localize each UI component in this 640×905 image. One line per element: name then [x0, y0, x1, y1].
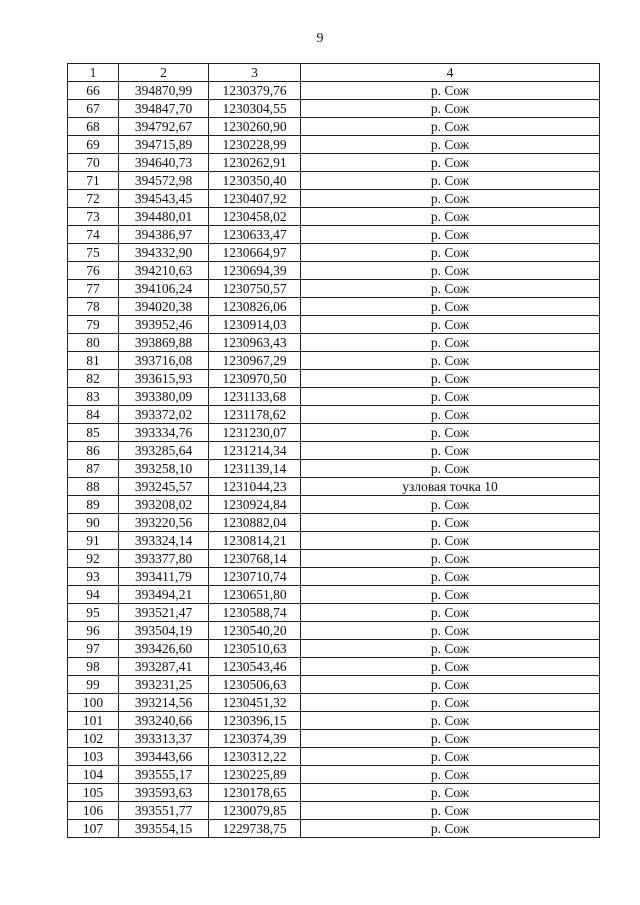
cell-description: р. Сож	[301, 604, 600, 622]
cell-y-coordinate: 1230458,02	[209, 208, 301, 226]
cell-x-coordinate: 393220,56	[119, 514, 209, 532]
cell-description: р. Сож	[301, 640, 600, 658]
table-row	[68, 496, 600, 514]
table-row	[68, 280, 600, 298]
table-row	[68, 208, 600, 226]
cell-point-number: 89	[68, 496, 119, 514]
cell-description: р. Сож	[301, 658, 600, 676]
cell-x-coordinate: 394543,45	[119, 190, 209, 208]
cell-x-coordinate: 394480,01	[119, 208, 209, 226]
cell-x-coordinate: 393521,47	[119, 604, 209, 622]
cell-y-coordinate: 1230225,89	[209, 766, 301, 784]
cell-x-coordinate: 393551,77	[119, 802, 209, 820]
cell-x-coordinate: 393324,14	[119, 532, 209, 550]
cell-y-coordinate: 1230540,20	[209, 622, 301, 640]
cell-y-coordinate: 1231139,14	[209, 460, 301, 478]
cell-y-coordinate: 1230379,76	[209, 82, 301, 100]
cell-x-coordinate: 394020,38	[119, 298, 209, 316]
cell-description: р. Сож	[301, 586, 600, 604]
cell-description: р. Сож	[301, 820, 600, 838]
table-row	[68, 478, 600, 496]
cell-y-coordinate: 1230924,84	[209, 496, 301, 514]
cell-x-coordinate: 393231,25	[119, 676, 209, 694]
cell-point-number: 104	[68, 766, 119, 784]
cell-y-coordinate: 1230882,04	[209, 514, 301, 532]
cell-x-coordinate: 393443,66	[119, 748, 209, 766]
cell-y-coordinate: 1230826,06	[209, 298, 301, 316]
cell-point-number: 106	[68, 802, 119, 820]
table-row	[68, 262, 600, 280]
table-row	[68, 568, 600, 586]
table-row	[68, 370, 600, 388]
cell-description: р. Сож	[301, 154, 600, 172]
cell-x-coordinate: 393716,08	[119, 352, 209, 370]
cell-point-number: 80	[68, 334, 119, 352]
cell-y-coordinate: 1230506,63	[209, 676, 301, 694]
table-row	[68, 622, 600, 640]
cell-point-number: 93	[68, 568, 119, 586]
cell-x-coordinate: 394210,63	[119, 262, 209, 280]
cell-description: р. Сож	[301, 226, 600, 244]
table-row	[68, 730, 600, 748]
cell-point-number: 86	[68, 442, 119, 460]
cell-description: р. Сож	[301, 406, 600, 424]
cell-x-coordinate: 393245,57	[119, 478, 209, 496]
cell-point-number: 66	[68, 82, 119, 100]
table-row	[68, 154, 600, 172]
cell-x-coordinate: 393377,80	[119, 550, 209, 568]
cell-point-number: 87	[68, 460, 119, 478]
table-row	[68, 784, 600, 802]
table-row	[68, 712, 600, 730]
table-header-row	[68, 64, 600, 82]
column-header-x-coordinate: 2	[119, 64, 209, 82]
table-row	[68, 550, 600, 568]
cell-description: р. Сож	[301, 676, 600, 694]
cell-point-number: 94	[68, 586, 119, 604]
cell-x-coordinate: 393426,60	[119, 640, 209, 658]
column-header-description: 4	[301, 64, 600, 82]
table-row	[68, 352, 600, 370]
cell-y-coordinate: 1230651,80	[209, 586, 301, 604]
cell-y-coordinate: 1230543,46	[209, 658, 301, 676]
cell-y-coordinate: 1230963,43	[209, 334, 301, 352]
table-row	[68, 316, 600, 334]
table-row	[68, 604, 600, 622]
cell-description: р. Сож	[301, 136, 600, 154]
cell-description: р. Сож	[301, 766, 600, 784]
cell-x-coordinate: 393214,56	[119, 694, 209, 712]
cell-description: р. Сож	[301, 496, 600, 514]
page-number: 9	[316, 31, 324, 46]
cell-point-number: 76	[68, 262, 119, 280]
cell-y-coordinate: 1230768,14	[209, 550, 301, 568]
cell-description: р. Сож	[301, 190, 600, 208]
cell-point-number: 69	[68, 136, 119, 154]
table-row	[68, 658, 600, 676]
table-row	[68, 388, 600, 406]
cell-description: р. Сож	[301, 694, 600, 712]
cell-point-number: 67	[68, 100, 119, 118]
cell-y-coordinate: 1230260,90	[209, 118, 301, 136]
table-row	[68, 460, 600, 478]
table-row	[68, 748, 600, 766]
table-row	[68, 424, 600, 442]
cell-description: р. Сож	[301, 730, 600, 748]
table-row	[68, 586, 600, 604]
cell-x-coordinate: 393208,02	[119, 496, 209, 514]
cell-x-coordinate: 393240,66	[119, 712, 209, 730]
cell-x-coordinate: 393504,19	[119, 622, 209, 640]
cell-y-coordinate: 1230914,03	[209, 316, 301, 334]
table-row	[68, 676, 600, 694]
cell-y-coordinate: 1231230,07	[209, 424, 301, 442]
table-row	[68, 100, 600, 118]
cell-y-coordinate: 1231178,62	[209, 406, 301, 424]
table-body	[68, 82, 600, 838]
cell-description: р. Сож	[301, 424, 600, 442]
cell-point-number: 84	[68, 406, 119, 424]
cell-point-number: 102	[68, 730, 119, 748]
cell-description: р. Сож	[301, 172, 600, 190]
cell-description: р. Сож	[301, 388, 600, 406]
cell-x-coordinate: 394106,24	[119, 280, 209, 298]
cell-description: узловая точка 10	[301, 478, 600, 496]
cell-point-number: 98	[68, 658, 119, 676]
cell-x-coordinate: 393334,76	[119, 424, 209, 442]
cell-point-number: 83	[68, 388, 119, 406]
cell-description: р. Сож	[301, 550, 600, 568]
cell-description: р. Сож	[301, 802, 600, 820]
cell-x-coordinate: 393372,02	[119, 406, 209, 424]
cell-description: р. Сож	[301, 262, 600, 280]
table-row	[68, 244, 600, 262]
table-row	[68, 226, 600, 244]
cell-description: р. Сож	[301, 298, 600, 316]
cell-x-coordinate: 393285,64	[119, 442, 209, 460]
cell-point-number: 70	[68, 154, 119, 172]
cell-description: р. Сож	[301, 244, 600, 262]
table-row	[68, 190, 600, 208]
cell-description: р. Сож	[301, 316, 600, 334]
cell-y-coordinate: 1230350,40	[209, 172, 301, 190]
cell-y-coordinate: 1230694,39	[209, 262, 301, 280]
cell-x-coordinate: 393411,79	[119, 568, 209, 586]
cell-description: р. Сож	[301, 712, 600, 730]
cell-x-coordinate: 394715,89	[119, 136, 209, 154]
cell-y-coordinate: 1230312,22	[209, 748, 301, 766]
cell-x-coordinate: 393555,17	[119, 766, 209, 784]
table-row	[68, 820, 600, 838]
cell-y-coordinate: 1230970,50	[209, 370, 301, 388]
cell-description: р. Сож	[301, 514, 600, 532]
cell-point-number: 85	[68, 424, 119, 442]
cell-x-coordinate: 394386,97	[119, 226, 209, 244]
cell-y-coordinate: 1231214,34	[209, 442, 301, 460]
table-row	[68, 118, 600, 136]
cell-x-coordinate: 394640,73	[119, 154, 209, 172]
cell-y-coordinate: 1230750,57	[209, 280, 301, 298]
cell-point-number: 72	[68, 190, 119, 208]
coordinates-table	[67, 63, 600, 838]
cell-y-coordinate: 1231044,23	[209, 478, 301, 496]
cell-x-coordinate: 393554,15	[119, 820, 209, 838]
cell-description: р. Сож	[301, 748, 600, 766]
cell-y-coordinate: 1230396,15	[209, 712, 301, 730]
cell-point-number: 99	[68, 676, 119, 694]
column-header-y-coordinate: 3	[209, 64, 301, 82]
cell-point-number: 107	[68, 820, 119, 838]
cell-x-coordinate: 393869,88	[119, 334, 209, 352]
cell-y-coordinate: 1230664,97	[209, 244, 301, 262]
table-row	[68, 136, 600, 154]
cell-description: р. Сож	[301, 100, 600, 118]
table-row	[68, 694, 600, 712]
cell-x-coordinate: 394792,67	[119, 118, 209, 136]
cell-point-number: 103	[68, 748, 119, 766]
cell-point-number: 82	[68, 370, 119, 388]
table-row	[68, 532, 600, 550]
cell-description: р. Сож	[301, 118, 600, 136]
cell-point-number: 73	[68, 208, 119, 226]
cell-description: р. Сож	[301, 442, 600, 460]
cell-point-number: 75	[68, 244, 119, 262]
cell-description: р. Сож	[301, 460, 600, 478]
cell-description: р. Сож	[301, 280, 600, 298]
cell-x-coordinate: 393952,46	[119, 316, 209, 334]
cell-point-number: 88	[68, 478, 119, 496]
cell-y-coordinate: 1230304,55	[209, 100, 301, 118]
cell-description: р. Сож	[301, 568, 600, 586]
table-row	[68, 172, 600, 190]
cell-y-coordinate: 1230633,47	[209, 226, 301, 244]
cell-y-coordinate: 1230588,74	[209, 604, 301, 622]
cell-point-number: 95	[68, 604, 119, 622]
cell-y-coordinate: 1230178,65	[209, 784, 301, 802]
cell-x-coordinate: 394572,98	[119, 172, 209, 190]
cell-x-coordinate: 393380,09	[119, 388, 209, 406]
cell-description: р. Сож	[301, 370, 600, 388]
cell-description: р. Сож	[301, 82, 600, 100]
cell-y-coordinate: 1230967,29	[209, 352, 301, 370]
cell-description: р. Сож	[301, 334, 600, 352]
table-row	[68, 442, 600, 460]
cell-y-coordinate: 1229738,75	[209, 820, 301, 838]
cell-y-coordinate: 1230510,63	[209, 640, 301, 658]
cell-point-number: 97	[68, 640, 119, 658]
table-row	[68, 406, 600, 424]
cell-description: р. Сож	[301, 532, 600, 550]
column-header-point-number: 1	[68, 64, 119, 82]
cell-description: р. Сож	[301, 352, 600, 370]
cell-x-coordinate: 393287,41	[119, 658, 209, 676]
cell-y-coordinate: 1230407,92	[209, 190, 301, 208]
cell-x-coordinate: 393313,37	[119, 730, 209, 748]
cell-y-coordinate: 1230228,99	[209, 136, 301, 154]
cell-point-number: 92	[68, 550, 119, 568]
cell-x-coordinate: 394332,90	[119, 244, 209, 262]
cell-point-number: 105	[68, 784, 119, 802]
cell-point-number: 77	[68, 280, 119, 298]
cell-y-coordinate: 1230262,91	[209, 154, 301, 172]
cell-y-coordinate: 1230710,74	[209, 568, 301, 586]
table-row	[68, 298, 600, 316]
cell-point-number: 96	[68, 622, 119, 640]
cell-description: р. Сож	[301, 784, 600, 802]
cell-y-coordinate: 1230814,21	[209, 532, 301, 550]
cell-point-number: 81	[68, 352, 119, 370]
table-row	[68, 334, 600, 352]
cell-y-coordinate: 1230451,32	[209, 694, 301, 712]
cell-point-number: 90	[68, 514, 119, 532]
cell-point-number: 79	[68, 316, 119, 334]
cell-description: р. Сож	[301, 622, 600, 640]
cell-y-coordinate: 1231133,68	[209, 388, 301, 406]
cell-y-coordinate: 1230079,85	[209, 802, 301, 820]
table-row	[68, 802, 600, 820]
cell-x-coordinate: 393593,63	[119, 784, 209, 802]
cell-point-number: 74	[68, 226, 119, 244]
cell-point-number: 68	[68, 118, 119, 136]
table-row	[68, 640, 600, 658]
cell-point-number: 71	[68, 172, 119, 190]
cell-x-coordinate: 393615,93	[119, 370, 209, 388]
table-row	[68, 82, 600, 100]
cell-description: р. Сож	[301, 208, 600, 226]
cell-x-coordinate: 393258,10	[119, 460, 209, 478]
cell-point-number: 91	[68, 532, 119, 550]
table-row	[68, 514, 600, 532]
table-row	[68, 766, 600, 784]
cell-x-coordinate: 394870,99	[119, 82, 209, 100]
cell-y-coordinate: 1230374,39	[209, 730, 301, 748]
cell-point-number: 101	[68, 712, 119, 730]
cell-point-number: 78	[68, 298, 119, 316]
cell-x-coordinate: 393494,21	[119, 586, 209, 604]
cell-x-coordinate: 394847,70	[119, 100, 209, 118]
cell-point-number: 100	[68, 694, 119, 712]
